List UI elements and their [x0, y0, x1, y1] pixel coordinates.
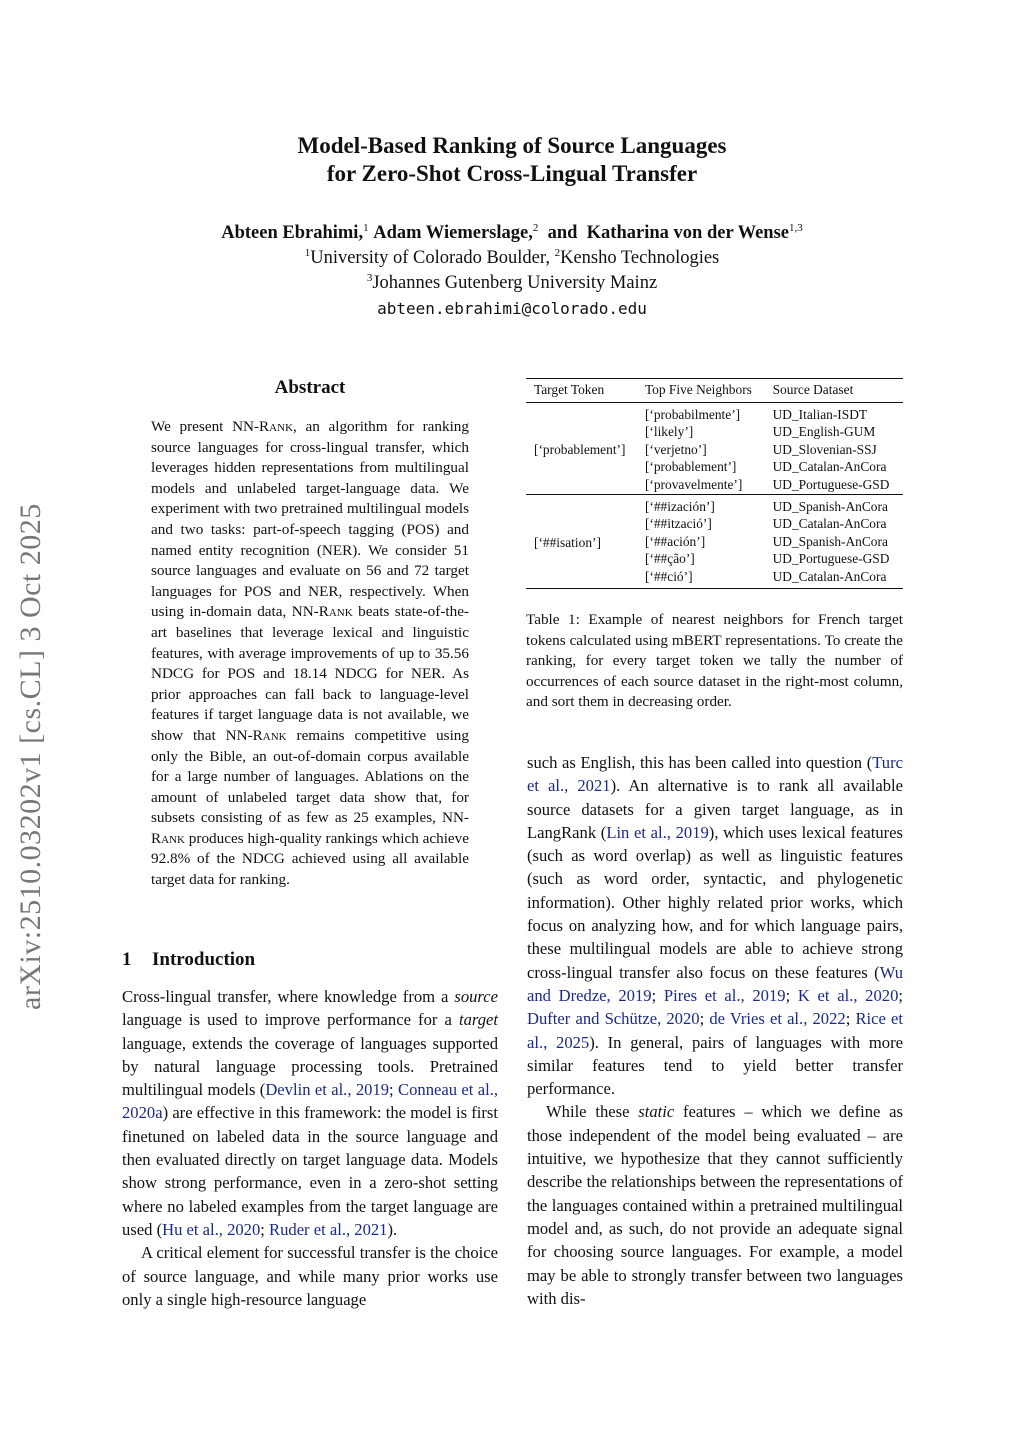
- affil-sup-3: 3: [366, 272, 373, 284]
- citation-link[interactable]: K et al., 2020: [797, 985, 899, 1005]
- arxiv-identifier: arXiv:2510.03202v1 [cs.CL] 3 Oct 2025: [14, 503, 47, 1010]
- intro-paragraph-2: A critical element for successful transfer is the choice of source language, and while many prior works use only a single high-resource language: [122, 1243, 498, 1309]
- paper-title: [0, 132, 1024, 188]
- method-name: NN-Rank: [225, 726, 287, 744]
- intro-paragraph-3: While these static features – which we define as those independent of the model being evaluated – are intuitive, we hypothesize that they cannot sufficiently describe the relationships between the representations of the languages contained within a pretrained multilingual model and, as such, do not provide an adequate signal for choosing source languages. For example, a model may be able to strongly transfer between two languages with dis-: [527, 1102, 904, 1308]
- dataset-cell: UD_Italian-ISDT: [772, 406, 868, 422]
- author-2: Adam Wiemerslage,: [373, 223, 533, 243]
- intro-left-column: [122, 985, 498, 1311]
- author-and: and: [547, 223, 578, 243]
- target-token-cell: [‘##isation’]: [526, 494, 637, 588]
- dataset-cell: UD_Slovenian-SSJ: [772, 441, 877, 457]
- affil-colorado: University of Colorado Boulder,: [310, 248, 555, 268]
- neighbor-cell: [‘##ització’]: [644, 516, 712, 532]
- affil-mainz: Johannes Gutenberg University Mainz: [372, 273, 658, 293]
- neighbor-cell: [‘probabilmente’]: [644, 406, 741, 422]
- neighbor-cell: [‘##ización’]: [637, 494, 765, 515]
- intro-paragraph-1: Cross-lingual transfer, where knowledge from a source language is used to improve performance for a target language, extends the coverage of languages supported by natural language processing tools. Pretrained multilingual models (Devlin et al., 2019; Conneau et al., 2020a) are effective in this framework: the model is first finetuned on labeled data in the source language and then evaluated directly on target language data. Models show strong performance, even in a zero-shot setting where no labeled examples from the target language are used (Hu et al., 2020; Ruder et al., 2021).: [122, 987, 499, 1239]
- author-3-sup: 1,3: [789, 222, 803, 234]
- table-row: [526, 494, 903, 515]
- intro-right-column: [527, 751, 903, 1310]
- affil-sup-1: 1: [304, 247, 311, 259]
- author-email: abteen.ebrahimi@colorado.edu: [377, 299, 647, 318]
- table-header: Top Five Neighbors: [637, 379, 765, 403]
- table-header: Source Dataset: [765, 379, 903, 403]
- table-row: [526, 402, 903, 423]
- author-1: Abteen Ebrahimi,: [221, 223, 364, 243]
- neighbor-cell: [‘provavelmente’]: [644, 476, 743, 492]
- title-line-2: for Zero-Shot Cross-Lingual Transfer: [326, 161, 698, 186]
- section-heading-introduction: [122, 949, 255, 971]
- affil-sup-2: 2: [554, 247, 561, 259]
- citation-link[interactable]: Hu et al., 2020: [162, 1219, 261, 1239]
- author-block: [0, 221, 1024, 321]
- citation-link[interactable]: Devlin et al., 2019: [265, 1080, 390, 1100]
- method-name: NN-Rank: [232, 418, 294, 435]
- method-name: NN-Rank: [151, 809, 469, 847]
- dataset-cell: UD_Portuguese-GSD: [772, 551, 890, 567]
- affiliation-line-2: [0, 271, 1024, 296]
- neighbor-cell: [‘likely’]: [644, 424, 694, 440]
- citation-link[interactable]: Rice et al., 2025: [527, 1009, 903, 1052]
- author-2-sup: 2: [532, 222, 539, 234]
- abstract-heading: Abstract: [274, 377, 346, 398]
- citation-link[interactable]: Dufter and Schütze, 2020: [527, 1009, 700, 1029]
- dataset-cell: UD_Catalan-AnCora: [765, 568, 903, 588]
- neighbor-cell: [‘##ció’]: [637, 568, 765, 588]
- citation-link[interactable]: de Vries et al., 2022: [709, 1009, 846, 1029]
- author-3: Katharina von der Wense: [586, 223, 789, 243]
- dataset-cell: UD_Spanish-AnCora: [772, 533, 888, 549]
- table-1: [526, 378, 903, 589]
- citation-link[interactable]: Pires et al., 2019: [663, 985, 786, 1005]
- author-line: [0, 221, 1024, 246]
- abstract-paragraph: We present NN-Rank, an algorithm for ranking source languages for cross-lingual transfer, which leverages hidden representations from multilingual models and unlabeled target-language data. We experiment with two pretrained multilingual models and two tasks: part-of-speech tagging (POS) and named entity recognition (NER). We consider 51 source languages and evaluate on 56 and 72 target languages for POS and NER, respectively. When using in-domain data, NN-Rank beats state-of-the-art baselines that leverage lexical and linguistic features, with average improvements of up to 35.56 NDCG for POS and 18.14 NDCG for NER. As prior approaches can fall back to language-level features if target language data is not available, we show that NN-Rank remains competitive using only the Bible, an out-of-domain corpus available for a large number of languages. Ablations on the amount of unlabeled target data show that, for subsets consisting of as few as 25 examples, NN-Rank produces high-quality rankings which achieve 92.8% of the NDCG achieved using all available target data for ranking.: [151, 418, 469, 889]
- intro-paragraph-continued: such as English, this has been called into question (Turc et al., 2021). An alternative is to rank all available source datasets for a given target language, as in LangRank (Lin et al., 2019), which uses lexical features (such as word overlap) as well as linguistic features (such as word order, syntactic, and phylogenetic information). Other highly related prior works, which focus on analyzing how, and for which language pairs, these multilingual models are able to achieve strong cross-lingual transfer also focus on these features (Wu and Dredze, 2019; Pires et al., 2019; K et al., 2020; Dufter and Schütze, 2020; de Vries et al., 2022; Rice et al., 2025). In general, pairs of languages with more similar features tend to yield better transfer performance.: [527, 753, 903, 1099]
- affil-kensho: Kensho Technologies: [560, 248, 720, 268]
- table-caption: Table 1: Example of nearest neighbors for French target tokens calculated using mBERT representations. To create the ranking, for every target token we tally the number of occurrences of each source dataset in the right-most column, and sort them in decreasing order.: [526, 611, 903, 711]
- dataset-cell: UD_English-GUM: [772, 424, 876, 440]
- neighbors-table: [526, 378, 903, 589]
- section-title: Introduction: [152, 949, 256, 970]
- dataset-cell: UD_Catalan-AnCora: [772, 516, 887, 532]
- section-number: 1: [122, 949, 132, 970]
- target-token-cell: [‘probablement’]: [534, 441, 626, 457]
- abstract-body: [151, 417, 469, 891]
- citation-link[interactable]: Conneau et al., 2020a: [122, 1080, 499, 1123]
- neighbor-cell: [‘verjetno’]: [644, 441, 707, 457]
- citation-link[interactable]: Turc et al., 2021: [527, 753, 903, 796]
- affiliation-line-1: [0, 246, 1024, 271]
- neighbor-cell: [‘##ación’]: [644, 533, 706, 549]
- author-1-sup: 1: [363, 222, 369, 234]
- dataset-cell: UD_Spanish-AnCora: [765, 494, 903, 515]
- neighbor-cell: [‘probablement’]: [644, 459, 737, 475]
- method-name: NN-Rank: [291, 603, 353, 621]
- citation-link[interactable]: Wu and Dredze, 2019: [527, 962, 903, 1005]
- dataset-cell: UD_Catalan-AnCora: [772, 459, 887, 475]
- table-header: Target Token: [526, 379, 637, 403]
- citation-link[interactable]: Ruder et al., 2021: [269, 1219, 388, 1239]
- citation-link[interactable]: Lin et al., 2019: [606, 822, 709, 842]
- title-line-1: Model-Based Ranking of Source Languages: [297, 133, 727, 158]
- table-header-row: [526, 379, 903, 403]
- dataset-cell: UD_Portuguese-GSD: [772, 476, 890, 492]
- neighbor-cell: [‘##ção’]: [644, 551, 695, 567]
